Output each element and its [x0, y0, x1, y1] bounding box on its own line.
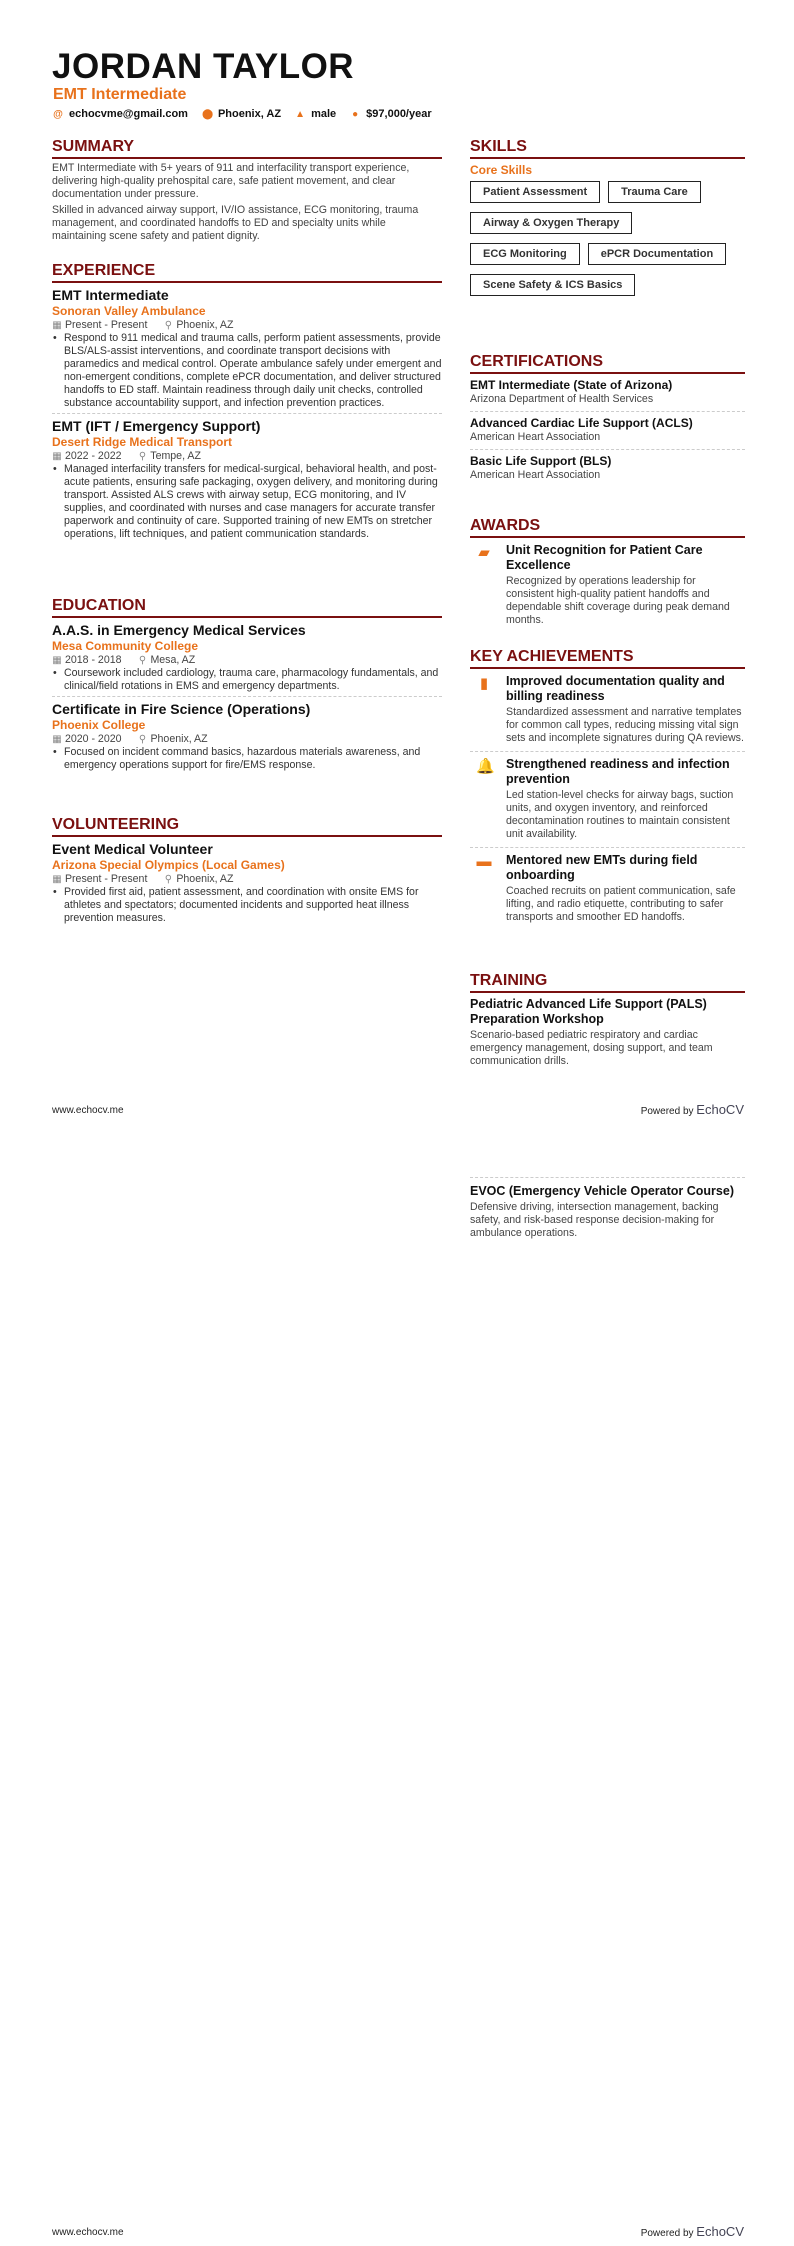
entry-title: Certificate in Fire Science (Operations)	[52, 701, 311, 717]
certification-issuer: American Heart Association	[470, 469, 601, 481]
item-body	[506, 757, 745, 841]
entry-meta	[52, 733, 442, 746]
location-pin-icon: ⚲	[164, 874, 173, 885]
contact-text: male	[311, 108, 337, 120]
entry-meta	[52, 450, 442, 463]
experience-entry	[52, 413, 442, 544]
message-badge-icon: ▰	[478, 544, 490, 561]
section-heading: AWARDS	[470, 516, 745, 538]
training-title: Pediatric Advanced Life Support (PALS) Preparation Workshop	[470, 997, 707, 1026]
powered-prefix: Powered by	[640, 1106, 694, 1117]
dates	[52, 319, 147, 332]
section-heading: SUMMARY	[52, 137, 442, 159]
location	[138, 450, 201, 463]
skill-tag: Airway & Oxygen Therapy	[470, 212, 632, 234]
entry-organization: Arizona Special Olympics (Local Games)	[52, 858, 285, 872]
entry-dates: Present - Present	[64, 319, 148, 331]
skill-tag: Trauma Care	[608, 181, 701, 203]
education-entry	[52, 696, 442, 775]
footer-powered-by	[641, 1102, 744, 1117]
achievements-item	[470, 669, 745, 751]
entry-title: A.A.S. in Emergency Medical Services	[52, 622, 306, 638]
bullet: • Provided first aid, patient assessment, and coordination with onsite EMS for athletes and spectators; documented incidents and supported heat illness prevention measures.	[52, 886, 442, 925]
skill-tag: ECG Monitoring	[470, 243, 580, 265]
education-entry	[52, 618, 442, 696]
footer-website[interactable]: www.echocv.me	[52, 2227, 124, 2238]
achievements-item	[470, 847, 745, 930]
summary-section	[52, 137, 442, 243]
item-desc: Standardized assessment and narrative templates for common call types, reducing missing vital sign sets and incomplete signatures during QA reviews.	[506, 706, 744, 744]
footer-powered-by	[641, 2224, 744, 2239]
entry-title: EMT Intermediate	[52, 287, 169, 303]
section-heading: CERTIFICATIONS	[470, 352, 745, 374]
awards-section	[470, 516, 745, 633]
certification-issuer: Arizona Department of Health Services	[470, 393, 654, 405]
dates	[52, 733, 122, 746]
entry-location: Mesa, AZ	[150, 654, 196, 666]
person-icon: ▲	[295, 108, 306, 120]
awards-item	[470, 538, 745, 633]
skills-group-label: Core Skills	[470, 163, 533, 177]
item-title: Mentored new EMTs during field onboarding	[506, 853, 698, 882]
entry-dates: Present - Present	[64, 873, 148, 885]
summary-paragraph: Skilled in advanced airway support, IV/IO assistance, ECG monitoring, trauma management, and coordinated handoffs to ED and specialty units while maintaining scene safety and patient dignity.	[52, 204, 419, 242]
entry-meta	[52, 654, 442, 667]
entry-bullets	[52, 332, 442, 410]
training-title: EVOC (Emergency Vehicle Operator Course)	[470, 1184, 734, 1198]
bullet: • Managed interfacility transfers for medical-surgical, behavioral health, and post-acute patients, ensuring safe packaging, oxygen delivery, and monitoring during transport. Assisted ALS crews with airway setup, ECG monitoring, and IV supplies, and coordinated with nurses and case managers for accurate transfer paperwork and continuity of care. Supported training of new EMTs on stretcher operations, lift techniques, and patient communication standards.	[52, 463, 442, 541]
section-heading: EXPERIENCE	[52, 261, 442, 283]
experience-entry	[52, 283, 442, 413]
entry-title: EMT (IFT / Emergency Support)	[52, 418, 261, 434]
location-pin-icon: ⚲	[138, 655, 147, 666]
certification-issuer: American Heart Association	[470, 431, 601, 443]
item-title: Unit Recognition for Patient Care Excellence	[506, 543, 703, 572]
summary-paragraph: EMT Intermediate with 5+ years of 911 and interfacility transport experience, delivering high-quality prehospital care, safe patient movement, and clear documentation under pressure.	[52, 162, 410, 200]
right-column	[470, 0, 745, 2246]
entry-organization: Phoenix College	[52, 718, 146, 732]
entry-bullets	[52, 463, 442, 541]
training-desc: Scenario-based pediatric respiratory and cardiac emergency management, dosing support, and team communication drills.	[470, 1029, 713, 1067]
location	[163, 319, 233, 332]
location-pin-icon: ⚲	[138, 734, 147, 745]
certification-item	[470, 449, 745, 487]
entry-dates: 2018 - 2018	[64, 654, 122, 666]
location	[163, 873, 233, 886]
dates	[52, 450, 122, 463]
volunteering-section	[52, 815, 442, 928]
education-section	[52, 596, 442, 775]
dollar-coin-icon: ●	[352, 108, 359, 120]
item-body	[506, 853, 745, 924]
volunteering-entry	[52, 837, 442, 928]
location	[138, 654, 196, 667]
calendar-icon: ▦	[52, 655, 62, 666]
entry-dates: 2022 - 2022	[64, 450, 122, 462]
training-desc: Defensive driving, intersection management, backing safety, and risk-based response decision-making for ambulance operations.	[470, 1201, 719, 1239]
candidate-name: JORDAN TAYLOR	[52, 47, 355, 86]
bullet: • Coursework included cardiology, trauma care, pharmacology fundamentals, and clinical/field rotations in EMS and emergency departments.	[52, 667, 442, 693]
section-heading: SKILLS	[470, 137, 745, 159]
at-icon: @	[53, 108, 63, 120]
entry-organization: Sonoran Valley Ambulance	[52, 304, 206, 318]
location	[138, 733, 208, 746]
certifications-section	[470, 352, 745, 487]
bullet: • Focused on incident command basics, hazardous materials awareness, and emergency operations support for fire/EMS response.	[52, 746, 442, 772]
skills-section	[470, 137, 745, 296]
entry-location: Phoenix, AZ	[176, 319, 234, 331]
entry-organization: Desert Ridge Medical Transport	[52, 435, 233, 449]
dates	[52, 873, 147, 886]
contact-text: $97,000/year	[366, 108, 432, 120]
entry-dates: 2020 - 2020	[64, 733, 122, 745]
footer-website[interactable]: www.echocv.me	[52, 1105, 124, 1116]
entry-bullets	[52, 746, 442, 772]
brand-name: EchoCV	[696, 1102, 744, 1117]
item-title: Improved documentation quality and billing readiness	[506, 674, 725, 703]
location-pin-icon: ⚲	[138, 451, 147, 462]
achievements-section	[470, 647, 745, 930]
entry-meta	[52, 873, 442, 886]
skill-tag: Scene Safety & ICS Basics	[470, 274, 635, 296]
dates	[52, 654, 122, 667]
powered-prefix: Powered by	[640, 2228, 694, 2239]
candidate-title: EMT Intermediate	[53, 86, 187, 103]
item-desc: Coached recruits on patient communication, safe lifting, and radio etiquette, contributing to safer transports and smoother ED handoffs.	[506, 885, 736, 923]
training-section	[470, 971, 745, 1068]
contact-text[interactable]: echocvme@gmail.com	[69, 108, 188, 120]
certification-title: Advanced Cardiac Life Support (ACLS)	[470, 416, 693, 430]
entry-location: Phoenix, AZ	[176, 873, 234, 885]
bullet: • Respond to 911 medical and trauma calls, perform patient assessments, provide BLS/ALS-assist interventions, and coordinate transport decisions with paramedics and medical control. Operate ambulance safely under emergent and non-emergent conditions, complete ePCR documentation, and deliver structured handoffs to ED staff. Maintain readiness through daily unit checks, controlled substance accountability support, and infection prevention practices.	[52, 332, 442, 410]
training-item	[470, 1177, 745, 1240]
location-pin-icon: ⚲	[164, 320, 173, 331]
experience-section	[52, 261, 442, 544]
achievements-item	[470, 751, 745, 847]
entry-location: Tempe, AZ	[150, 450, 201, 462]
contact-text: Phoenix, AZ	[217, 108, 282, 120]
entry-bullets	[52, 886, 442, 925]
location-pin-icon: ⬤	[201, 108, 214, 120]
section-heading: KEY ACHIEVEMENTS	[470, 647, 745, 669]
calendar-icon: ▦	[52, 874, 62, 885]
entry-bullets	[52, 667, 442, 693]
certification-title: EMT Intermediate (State of Arizona)	[470, 378, 673, 392]
section-heading: TRAINING	[470, 971, 745, 993]
certification-title: Basic Life Support (BLS)	[470, 454, 612, 468]
training-item	[470, 993, 745, 1068]
item-body	[506, 674, 745, 745]
document-icon: ▮	[479, 675, 489, 692]
section-heading: VOLUNTEERING	[52, 815, 442, 837]
item-body	[506, 543, 745, 627]
entry-meta	[52, 319, 442, 332]
bell-icon: 🔔	[476, 758, 495, 775]
entry-organization: Mesa Community College	[52, 639, 199, 653]
item-title: Strengthened readiness and infection prevention	[506, 757, 730, 786]
money-bill-icon: ▬	[476, 853, 492, 870]
entry-location: Phoenix, AZ	[150, 733, 208, 745]
skill-tag: Patient Assessment	[470, 181, 600, 203]
left-column	[52, 0, 442, 1100]
item-desc: Led station-level checks for airway bags, suction units, and oxygen inventory, and reinforced decontamination routines to maintain consistent unit availability.	[506, 789, 734, 840]
item-desc: Recognized by operations leadership for consistent high-quality patient handoffs and dependable shift coverage during peak demand months.	[506, 575, 730, 626]
calendar-icon: ▦	[52, 451, 62, 462]
brand-name: EchoCV	[696, 2224, 744, 2239]
certification-item	[470, 374, 745, 411]
skill-tag: ePCR Documentation	[588, 243, 726, 265]
section-heading: EDUCATION	[52, 596, 442, 618]
entry-title: Event Medical Volunteer	[52, 841, 213, 857]
calendar-icon: ▦	[52, 734, 62, 745]
calendar-icon: ▦	[52, 320, 62, 331]
certification-item	[470, 411, 745, 449]
